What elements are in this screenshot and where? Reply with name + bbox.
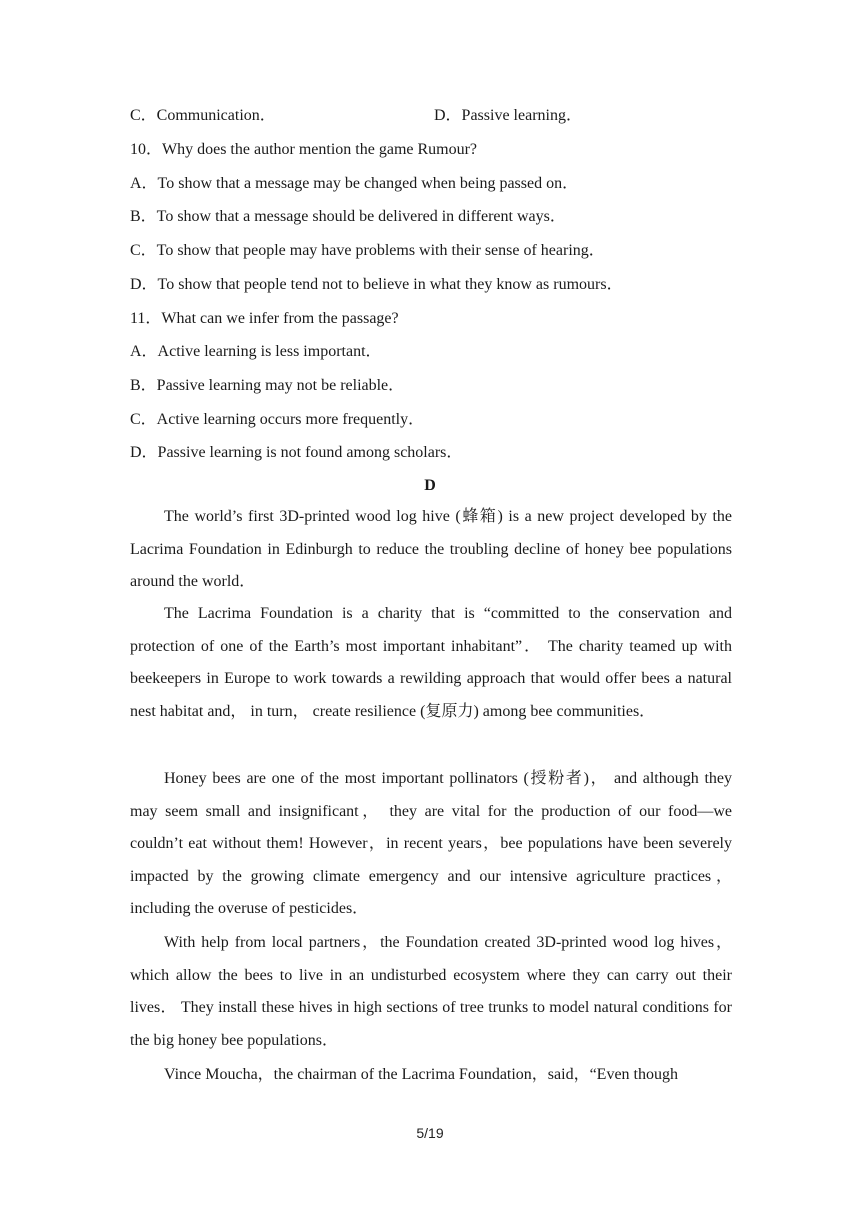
q10-option-b: B．To show that a message should be delivered in different ways． [130, 208, 566, 225]
q11-option-c: C．Active learning occurs more frequently． [130, 411, 425, 428]
q11-option-b: B．Passive learning may not be reliable． [130, 377, 405, 394]
passage-paragraph-2: The Lacrima Foundation is a charity that is “committed to the conservation and protection of one of the Earth’s most important inhabitant”． The charity teamed up with beekeepers in Europe to work towards a rewilding approach that would offer bees a natural nest habitat and， in turn， create resilience (复原力) among bee communities． [130, 605, 732, 720]
passage-paragraph-4: With help from local partners，the Foundation created 3D-printed wood log hives，which allow the bees to live in an undisturbed ecosystem where they can carry out their lives． They install these hives in high sections of tree trunks to model natural conditions for the big honey bee populations． [130, 934, 732, 1049]
q9-option-c: C．Communication． [130, 107, 276, 124]
q10-option-d: D．To show that people tend not to believe in what they know as rumours． [130, 276, 623, 293]
passage-paragraph-1: The world’s first 3D-printed wood log hive (蜂箱) is a new project developed by the Lacrima Foundation in Edinburgh to reduce the troubling decline of honey bee populations around the world． [130, 508, 732, 591]
section-heading: D [424, 477, 436, 494]
passage-paragraph-3: Honey bees are one of the most important pollinators (授粉者)， and although they may seem small and insignificant， they are vital for the production of our food—we couldn’t eat without them! However，in recent years，bee populations have been severely impacted by the growing climate emergency and our intensive agriculture practices，including the overuse of pesticides． [130, 770, 732, 918]
question-10-stem: 10．Why does the author mention the game Rumour? [130, 141, 478, 158]
question-11-stem: 11．What can we infer from the passage? [130, 310, 399, 327]
q10-option-a: A．To show that a message may be changed when being passed on． [130, 175, 579, 192]
page-number: 5/19 [416, 1125, 444, 1141]
passage-paragraph-5: Vince Moucha，the chairman of the Lacrima Foundation，said，“Even though [164, 1066, 679, 1083]
q9-option-d: D．Passive learning． [434, 107, 582, 124]
q11-option-d: D．Passive learning is not found among scholars． [130, 444, 463, 461]
question-9-options [130, 106, 732, 126]
q10-option-c: C．To show that people may have problems with their sense of hearing． [130, 242, 605, 259]
q11-option-a: A．Active learning is less important． [130, 343, 382, 360]
